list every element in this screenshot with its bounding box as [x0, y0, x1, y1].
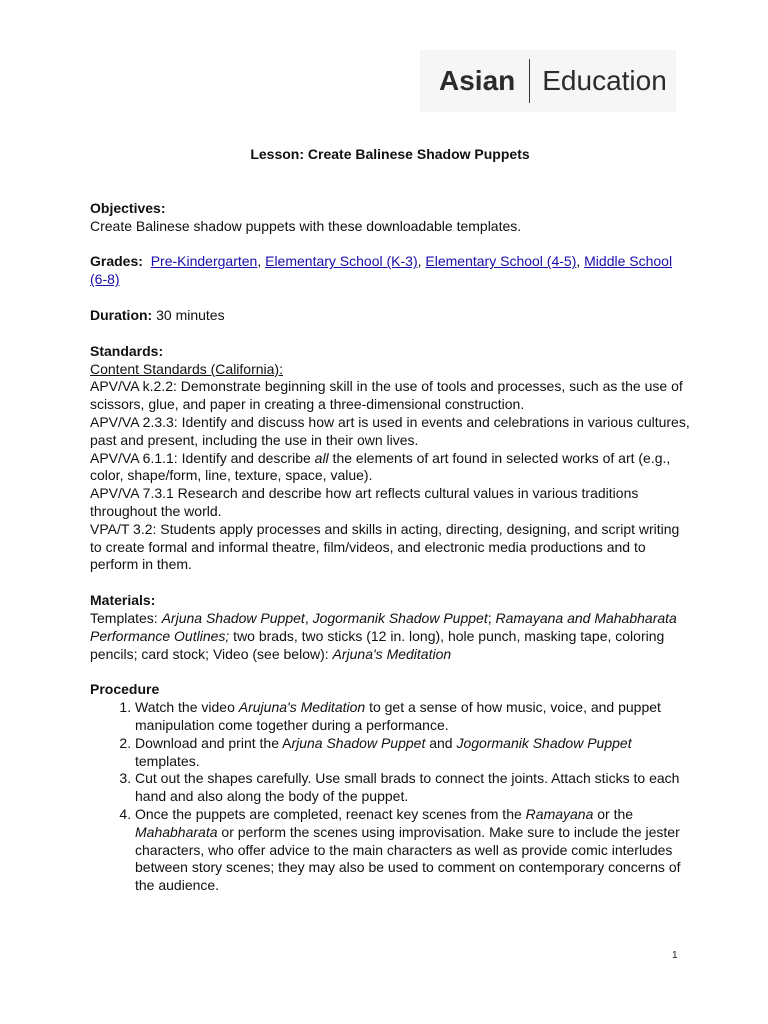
grades-label: Grades:	[90, 253, 143, 270]
procedure-section	[90, 681, 690, 895]
lesson-content	[90, 146, 690, 913]
asian-education-logo	[420, 50, 676, 112]
italic-text: Jogormanik Shadow Puppet	[456, 734, 632, 751]
italic-text: Ramayana and Mahabharata Performance Outlines;	[90, 609, 677, 644]
standard-item	[90, 378, 690, 414]
standard-item	[90, 414, 690, 450]
text-segment: or the	[593, 805, 634, 822]
text-segment: the elements of art found in selected works of art (e.g., color, shape/form, line, texture, space, value).	[90, 449, 671, 484]
grade-link-pre-k[interactable]: Pre-Kindergarten	[150, 253, 258, 270]
content-standards-label: Content Standards (California):	[90, 360, 283, 377]
italic-text: Jogormanik Shadow Puppet	[312, 609, 488, 626]
procedure-label: Procedure	[90, 681, 160, 698]
standards-section	[90, 343, 690, 574]
materials-label: Materials:	[90, 592, 156, 609]
objectives-text: Create Balinese shadow puppets with these downloadable templates.	[90, 217, 522, 234]
lesson-title: Lesson: Create Balinese Shadow Puppets	[250, 146, 530, 162]
materials-text	[90, 610, 690, 663]
text-segment: templates.	[135, 752, 200, 769]
italic-text: all	[314, 449, 329, 466]
italic-text: Ramayana	[525, 805, 594, 822]
text-segment: APV/VA k.2.2: Demonstrate beginning skill in the use of tools and processes, such as the use of scissors, glue, and paper in creating a three-dimensional construction.	[90, 378, 683, 413]
grade-link-middle-school[interactable]: Middle School (6-8)	[90, 253, 673, 288]
text-segment: two brads, two sticks (12 in. long), hole punch, masking tape, coloring pencils; card stock; Video (see below):	[90, 627, 665, 662]
italic-text: Mahabharata	[135, 823, 218, 840]
text-segment: APV/VA 2.3.3: Identify and discuss how art is used in events and celebrations in various cultures, past and present, including the use in their own lives.	[90, 413, 690, 448]
standard-item	[90, 450, 690, 486]
text-segment: to get a sense of how music, voice, and puppet manipulation come together during a performance.	[135, 699, 661, 733]
standard-item	[90, 521, 690, 574]
text-segment: Templates:	[90, 609, 162, 626]
italic-text: rjuna Shadow Puppet	[291, 734, 426, 751]
text-segment: ,	[304, 609, 313, 626]
duration-section	[90, 307, 690, 325]
procedure-steps	[90, 699, 690, 895]
text-segment: Cut out the shapes carefully. Use small brads to connect the joints. Attach sticks to each hand and also along the body of the puppet.	[135, 770, 680, 805]
text-segment: VPA/T 3.2: Students apply processes and skills in acting, directing, designing, and script writing to create formal and informal theatre, film/videos, and electronic media productions and to perform in them.	[90, 520, 680, 573]
italic-text: Arujuna's Meditation	[238, 699, 366, 716]
text-segment: and	[425, 734, 457, 751]
text-segment: Watch the video	[135, 699, 239, 716]
grade-link-elementary-4-5[interactable]: Elementary School (4-5)	[425, 253, 577, 270]
procedure-step	[135, 806, 690, 895]
standard-item	[90, 485, 690, 521]
grades-section: Grades: Pre-Kindergarten, Elementary School (K-3), Elementary School (4-5), Middle School (6-8)	[90, 253, 673, 288]
page-number: 1	[672, 950, 678, 961]
grade-link-elementary-k3[interactable]: Elementary School (K-3)	[265, 253, 418, 270]
text-segment: or perform the scenes using improvisation. Make sure to include the jester characters, who offer advice to the main characters as well as provide comic interludes between story scenes; they may also be used to comment on contemporary concerns of the audience.	[135, 823, 681, 894]
text-segment: APV/VA 6.1.1: Identify and describe	[90, 449, 315, 466]
italic-text: Arjuna's Meditation	[332, 645, 452, 662]
text-segment: Download and print the A	[135, 734, 292, 751]
objectives-label: Objectives:	[90, 199, 166, 216]
procedure-step	[135, 770, 690, 806]
italic-text: Arjuna Shadow Puppet	[161, 609, 305, 626]
procedure-step	[135, 699, 690, 735]
objectives-section	[90, 200, 690, 236]
duration-label: Duration:	[90, 306, 153, 323]
logo-asian-text: Asian	[439, 65, 516, 96]
text-segment: Once the puppets are completed, reenact key scenes from the	[135, 805, 526, 822]
logo-education-text: Education	[542, 65, 667, 96]
materials-section	[90, 592, 690, 663]
standards-label: Standards:	[90, 342, 164, 359]
procedure-step	[135, 735, 690, 771]
text-segment: APV/VA 7.3.1 Research and describe how art reflects cultural values in various traditions throughout the world.	[90, 485, 639, 519]
logo-divider	[529, 59, 530, 103]
duration-text: 30 minutes	[156, 306, 225, 323]
text-segment: ;	[487, 609, 496, 626]
